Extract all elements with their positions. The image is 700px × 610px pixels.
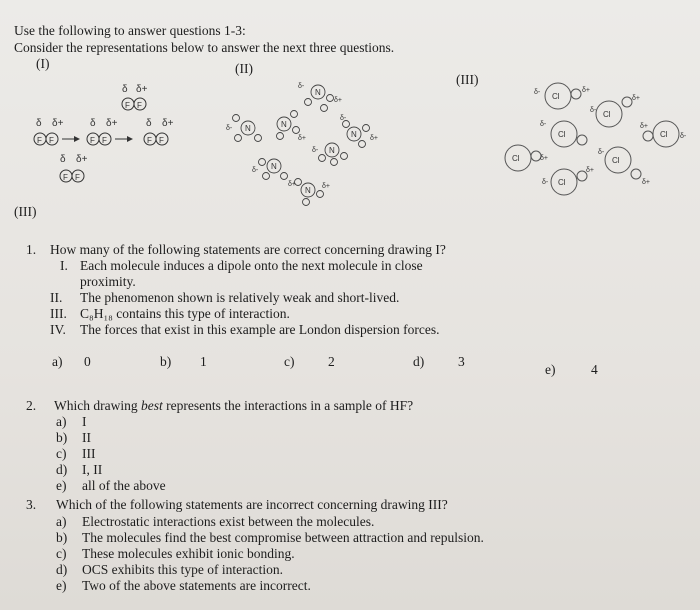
q2-choice-text: I xyxy=(82,414,87,429)
q3-choice-letter[interactable]: b) xyxy=(56,530,68,545)
delta-plus-label: δ+ xyxy=(288,181,296,188)
n-atom-label: N xyxy=(245,124,251,133)
q3-choice-text: Electrostatic interactions exist between the molecules. xyxy=(82,514,375,529)
delta-minus-label: δ- xyxy=(252,167,259,174)
q2-stem-part: Which drawing xyxy=(54,398,141,413)
delta-plus-label: δ+ xyxy=(298,135,306,142)
cl-atom-label: Cl xyxy=(558,178,566,187)
cl-atom-label: Cl xyxy=(612,156,620,165)
instructions-line-2: Consider the representations below to answer the next three questions. xyxy=(14,40,395,55)
figure-label-1: (I) xyxy=(36,56,50,71)
n-atom-label: N xyxy=(329,146,335,155)
delta-plus-label: δ+ xyxy=(632,95,640,102)
q1-choice-letter[interactable]: c) xyxy=(284,354,295,369)
q1-choice-value: 4 xyxy=(591,362,598,377)
delta-label: δ xyxy=(60,154,66,165)
f-atom-label: F xyxy=(63,173,68,182)
figure-label-3-lower: (III) xyxy=(14,204,37,219)
delta-label: δ xyxy=(146,118,152,129)
figure-1-f2-dipoles xyxy=(30,82,190,192)
q2-number: 2. xyxy=(26,398,37,413)
f-atom-label: F xyxy=(75,173,80,182)
delta-plus-label: δ+ xyxy=(322,183,330,190)
cl-atom-label: Cl xyxy=(558,130,566,139)
q2-choice-letter[interactable]: e) xyxy=(56,478,67,493)
q1-choice-letter[interactable]: d) xyxy=(413,354,425,369)
delta-plus-label: δ+ xyxy=(370,135,378,142)
q1-statement-text: The phenomenon shown is relatively weak and short-lived. xyxy=(80,290,400,305)
delta-plus-label: δ+ xyxy=(582,87,590,94)
delta-plus-label: δ+ xyxy=(540,155,548,162)
f-atom-label: F xyxy=(49,136,54,145)
arrow-head xyxy=(127,136,133,142)
figure-label-2: (II) xyxy=(235,61,253,76)
q3-choice-text: OCS exhibits this type of interaction. xyxy=(82,562,283,577)
delta-minus-label: δ- xyxy=(312,147,319,154)
f-atom-label: F xyxy=(102,136,107,145)
instructions-line-1: Use the following to answer questions 1-3: xyxy=(14,23,246,38)
delta-minus-label: δ- xyxy=(598,149,605,156)
delta-plus-label: δ+ xyxy=(640,123,648,130)
delta-minus-label: δ- xyxy=(340,115,347,122)
q2-choice-text: II xyxy=(82,430,91,445)
delta-plus-label: δ+ xyxy=(642,179,650,186)
q3-number: 3. xyxy=(26,497,37,512)
q2-stem-emphasis: best xyxy=(140,398,163,413)
q1-number: 1. xyxy=(26,242,37,257)
delta-label: δ xyxy=(90,118,96,129)
figure-3-polar-molecules xyxy=(506,80,686,210)
arrow-head xyxy=(74,136,80,142)
q3-choice-letter[interactable]: e) xyxy=(56,578,67,593)
n-atom-label: N xyxy=(281,120,287,129)
q2-choice-text: all of the above xyxy=(82,478,166,493)
q1-choice-value: 1 xyxy=(200,354,207,369)
cl-atom-label: Cl xyxy=(552,92,560,101)
q3-choice-letter[interactable]: d) xyxy=(56,562,68,577)
q1-statement-text: The forces that exist in this example are London dispersion forces. xyxy=(80,322,440,337)
f-atom-label: F xyxy=(147,136,152,145)
cl-atom-label: Cl xyxy=(512,154,520,163)
delta-plus-label: δ+ xyxy=(106,118,118,129)
q2-choice-letter[interactable]: a) xyxy=(56,414,67,429)
q1-statement-text: C₈H₁₈ contains this type of interaction. xyxy=(80,306,290,321)
delta-minus-label: δ- xyxy=(540,121,547,128)
q1-choice-letter[interactable]: e) xyxy=(545,362,556,377)
q1-stem: How many of the following statements are correct concerning drawing I? xyxy=(50,242,446,257)
f-atom-label: F xyxy=(137,101,142,110)
q2-stem xyxy=(54,398,413,414)
q3-choice-letter[interactable]: c) xyxy=(56,546,67,561)
cl-atom-label: Cl xyxy=(660,130,668,139)
q3-choice-letter[interactable]: a) xyxy=(56,514,67,529)
figure-label-3: (III) xyxy=(456,72,479,87)
q1-statement-text: Each molecule induces a dipole onto the next molecule in close xyxy=(80,258,423,273)
q3-choice-text: Two of the above statements are incorrect. xyxy=(82,578,311,593)
q1-choice-letter[interactable]: a) xyxy=(52,354,63,369)
delta-minus-label: δ- xyxy=(680,133,687,140)
delta-plus-label: δ+ xyxy=(162,118,174,129)
q1-statement-num: II. xyxy=(50,290,63,305)
q2-choice-letter[interactable]: b) xyxy=(56,430,68,445)
delta-label: δ xyxy=(36,118,42,129)
q1-statement-num: III. xyxy=(50,306,67,321)
f-atom-label: F xyxy=(90,136,95,145)
q1-choice-value: 3 xyxy=(458,354,465,369)
delta-plus-label: δ+ xyxy=(136,84,148,95)
q2-choice-text: I, II xyxy=(82,462,103,477)
q2-stem-part: represents the interactions in a sample of HF? xyxy=(162,398,414,413)
q3-stem: Which of the following statements are incorrect concerning drawing III? xyxy=(56,497,448,512)
delta-plus-label: δ+ xyxy=(586,167,594,174)
q1-choice-value: 2 xyxy=(328,354,335,369)
q1-statement-text: proximity. xyxy=(80,274,136,289)
q2-choice-letter[interactable]: d) xyxy=(56,462,68,477)
delta-label: δ xyxy=(122,84,128,95)
f-atom-label: F xyxy=(125,101,130,110)
cl-atom-label: Cl xyxy=(603,110,611,119)
delta-plus-label: δ+ xyxy=(52,118,64,129)
delta-plus-label: δ+ xyxy=(334,97,342,104)
f-atom-label: F xyxy=(159,136,164,145)
n-atom-label: N xyxy=(305,186,311,195)
delta-minus-label: δ- xyxy=(542,179,549,186)
delta-minus-label: δ- xyxy=(226,125,233,132)
delta-minus-label: δ- xyxy=(534,89,541,96)
q1-statement-num: IV. xyxy=(50,322,66,337)
q1-choice-value: 0 xyxy=(84,354,91,369)
figure-2-nh3-cluster xyxy=(222,80,392,210)
q2-choice-text: III xyxy=(82,446,96,461)
q3-choice-text: The molecules find the best compromise between attraction and repulsion. xyxy=(82,530,484,545)
f-atom-label: F xyxy=(37,136,42,145)
n-atom-label: N xyxy=(315,88,321,97)
delta-minus-label: δ- xyxy=(298,83,305,90)
delta-minus-label: δ- xyxy=(590,107,597,114)
q1-choice-letter[interactable]: b) xyxy=(160,354,172,369)
n-atom-label: N xyxy=(271,162,277,171)
q1-statement-num: I. xyxy=(60,258,68,273)
n-atom-label: N xyxy=(351,130,357,139)
q2-choice-letter[interactable]: c) xyxy=(56,446,67,461)
q3-choice-text: These molecules exhibit ionic bonding. xyxy=(82,546,295,561)
delta-plus-label: δ+ xyxy=(76,154,88,165)
